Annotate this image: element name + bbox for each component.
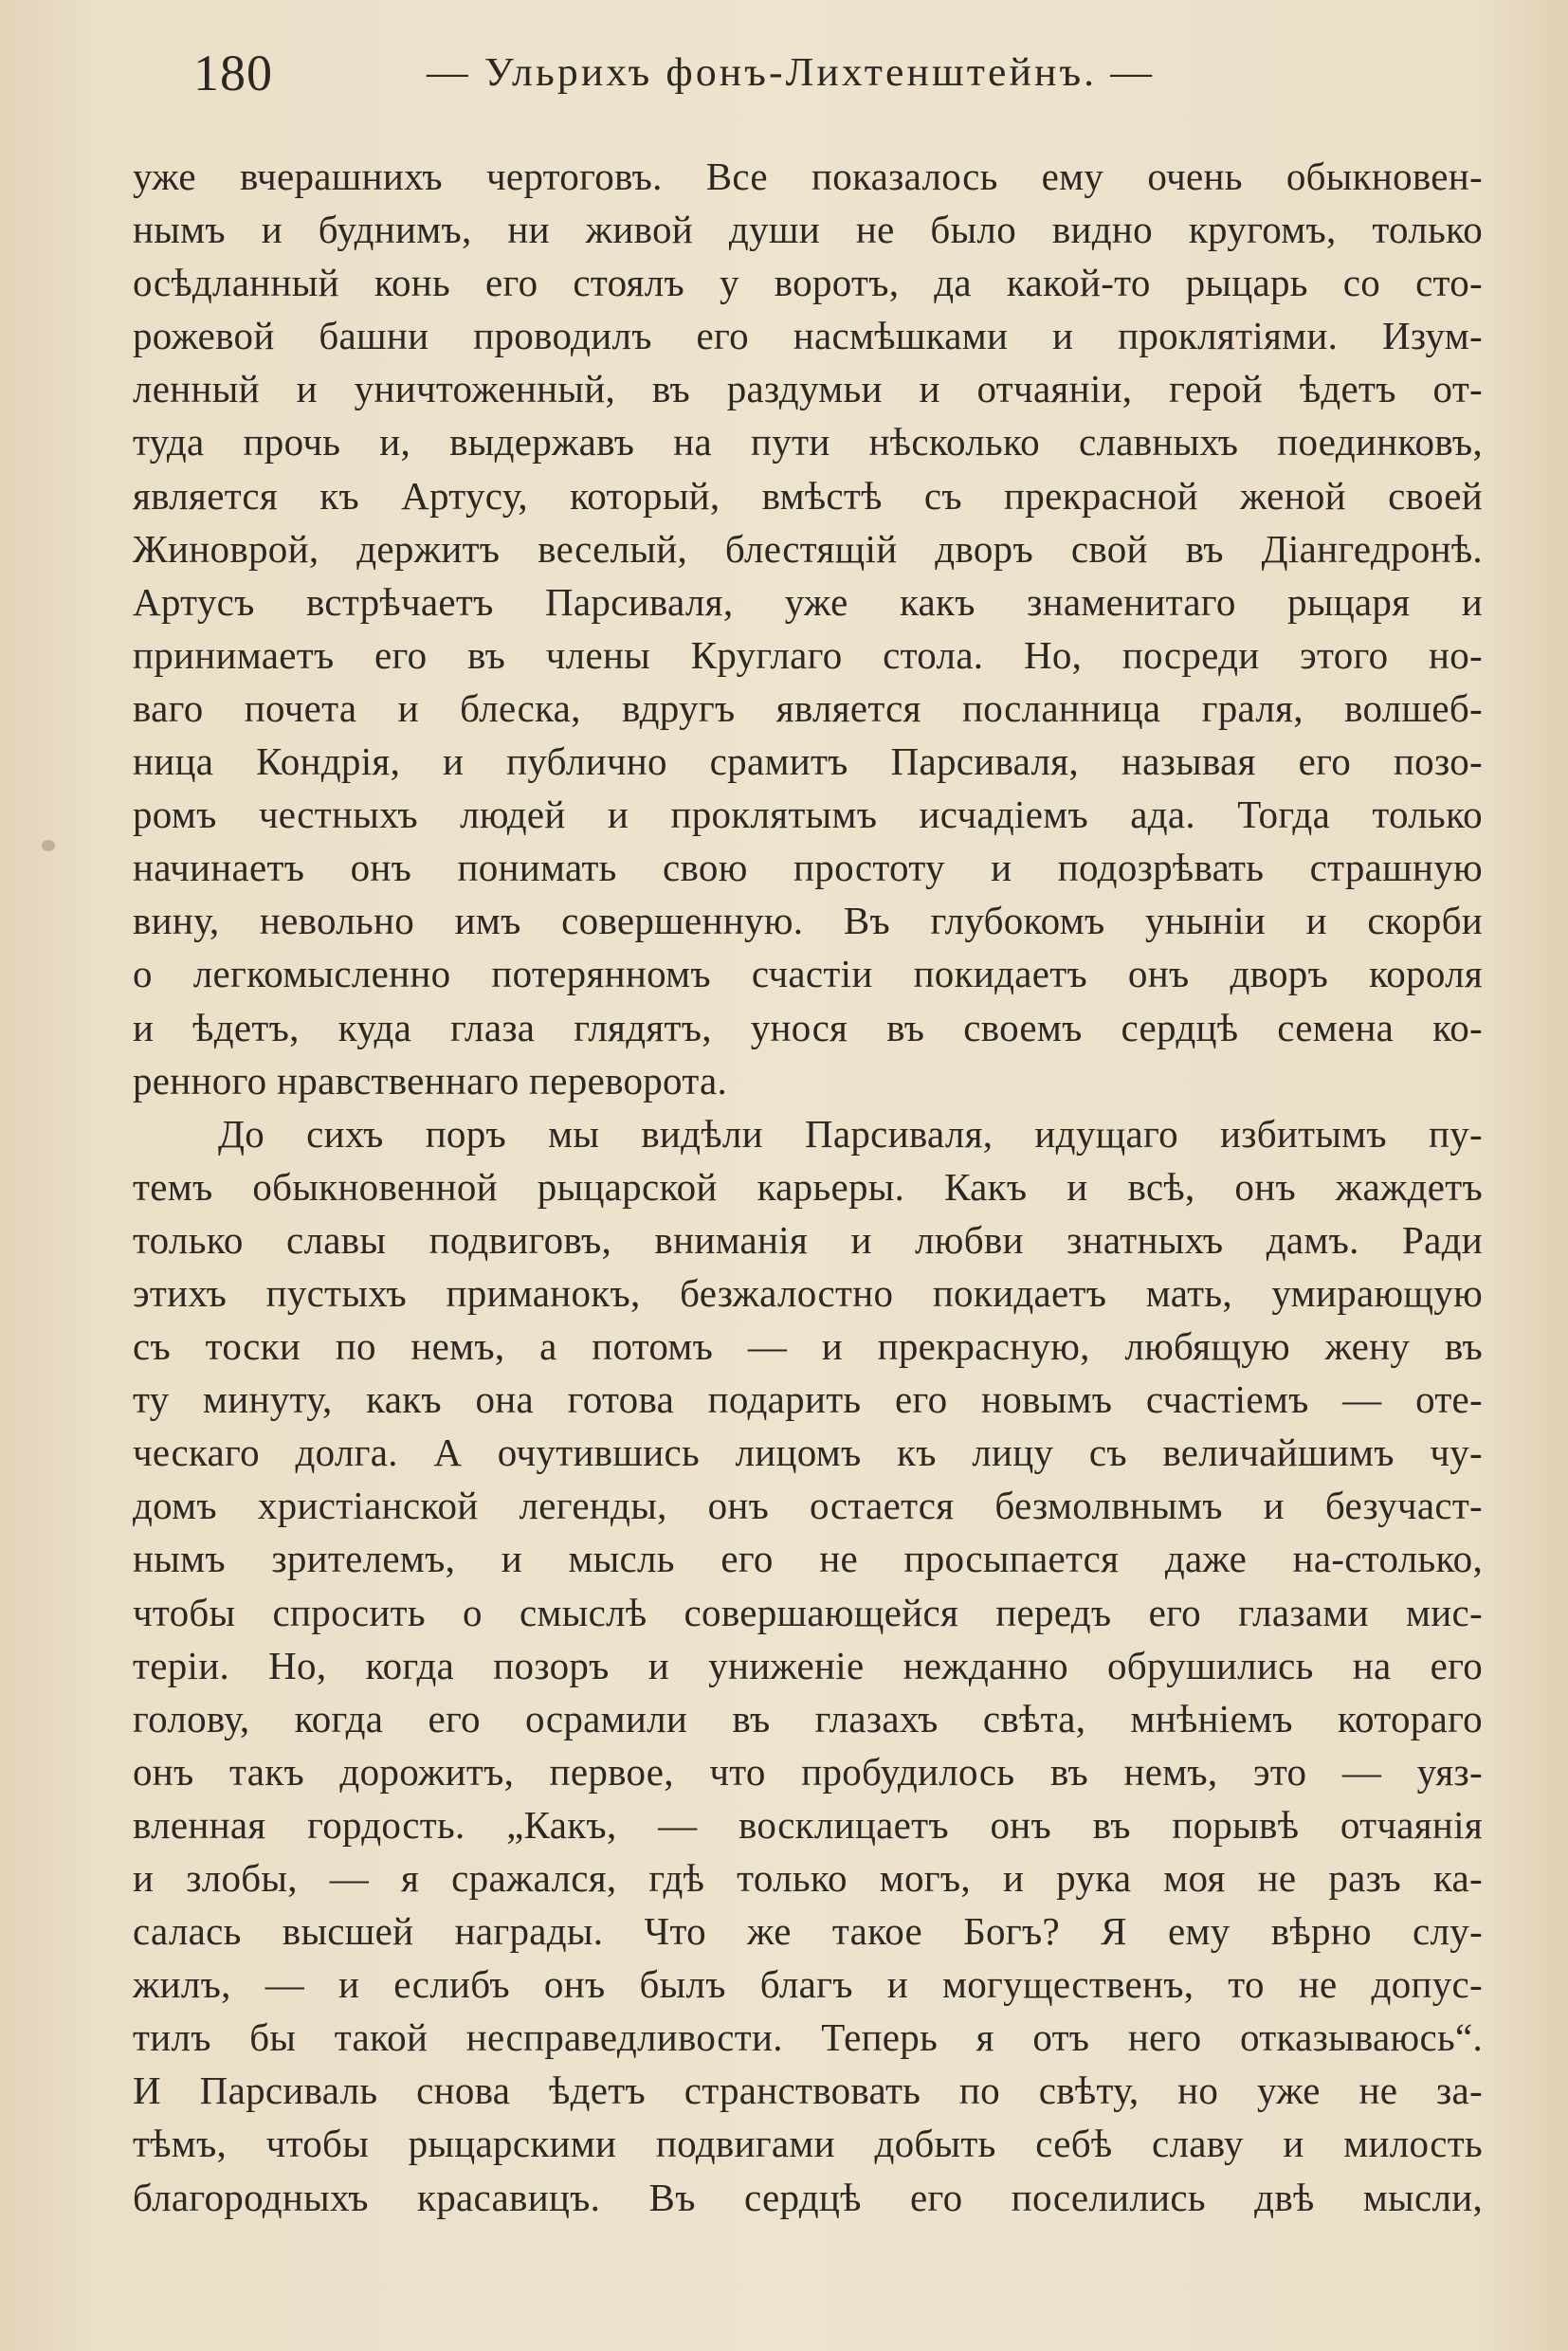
text-line: салась высшей награды. Что же такое Богъ? Я ему вѣрно слу- (133, 1909, 1483, 1954)
text-line: нымъ зрителемъ, и мысль его не просыпается даже на-столько, (133, 1537, 1483, 1581)
text-line: тилъ бы такой несправедливости. Теперь я отъ него отказываюсь“. (133, 2015, 1483, 2060)
text-line: рожевой башни проводилъ его насмѣшками и проклятіями. Изум- (133, 314, 1483, 358)
paper-stain (42, 840, 55, 851)
text-line: является къ Артусу, который, вмѣстѣ съ прекрасной женой своей (133, 473, 1483, 518)
text-line: ту минуту, какъ она готова подарить его новымъ счастіемъ — оте- (133, 1377, 1483, 1422)
text-line: начинаетъ онъ понимать свою простоту и подозрѣвать страшную (133, 846, 1483, 890)
text-line: темъ обыкновенной рыцарской карьеры. Какъ и всѣ, онъ жаждетъ (133, 1164, 1483, 1209)
text-line: И Парсиваль снова ѣдетъ странствовать по свѣту, но уже не за- (133, 2069, 1483, 2113)
text-line: и злобы, — я сражался, гдѣ только могъ, и рука моя не разъ ка- (133, 1856, 1483, 1900)
text-line: Жиноврой, держитъ веселый, блестящій дворъ свой въ Діангедронѣ. (133, 526, 1483, 571)
text-line: ренного нравственнаго переворота. (133, 1058, 728, 1103)
text-line: чтобы спросить о смыслѣ совершающейся передъ его глазами мис- (133, 1590, 1483, 1634)
text-line: жилъ, — и еслибъ онъ былъ благъ и могущественъ, то не допус- (133, 1962, 1483, 2007)
text-line: ваго почета и блеска, вдругъ является посланница граля, волшеб- (133, 685, 1483, 730)
text-line: туда прочь и, выдержавъ на пути нѣсколько славныхъ поединковъ, (133, 420, 1483, 465)
text-line: тѣмъ, чтобы рыцарскими подвигами добыть себѣ славу и милость (133, 2122, 1483, 2166)
text-line: теріи. Но, когда позоръ и униженіе нежданно обрушились на его (133, 1643, 1483, 1687)
text-line: ромъ честныхъ людей и проклятымъ исчадіемъ ада. Тогда только (133, 793, 1483, 837)
text-line: ческаго долга. А очутившись лицомъ къ лицу съ величайшимъ чу- (133, 1431, 1483, 1475)
text-line: До сихъ поръ мы видѣли Парсиваля, идущаго избитымъ пу- (218, 1111, 1483, 1156)
text-line: Артусъ встрѣчаетъ Парсиваля, уже какъ знаменитаго рыцаря и (133, 579, 1483, 624)
text-line: и ѣдетъ, куда глаза глядятъ, унося въ своемъ сердцѣ семена ко- (133, 1005, 1483, 1049)
text-line: онъ такъ дорожитъ, первое, что пробудилось въ немъ, это — уяз- (133, 1749, 1483, 1794)
page-header (193, 40, 1483, 106)
text-line: благородныхъ красавицъ. Въ сердцѣ его поселились двѣ мысли, (133, 2175, 1483, 2219)
text-line: этихъ пустыхъ приманокъ, безжалостно покидаетъ мать, умирающую (133, 1270, 1483, 1315)
text-line: только славы подвиговъ, вниманія и любви знатныхъ дамъ. Ради (133, 1217, 1483, 1262)
text-line: ница Кондрія, и публично срамитъ Парсиваля, называя его позо- (133, 739, 1483, 784)
text-line: домъ христіанской легенды, онъ остается безмолвнымъ и безучаст- (133, 1484, 1483, 1528)
text-line: вленная гордость. „Какъ, — восклицаетъ онъ въ порывѣ отчаянія (133, 1802, 1483, 1847)
text-line: принимаетъ его въ члены Круглаго стола. Но, посреди этого но- (133, 632, 1483, 677)
text-line: съ тоски по немъ, а потомъ — и прекрасную, любящую жену въ (133, 1324, 1483, 1369)
text-line: уже вчерашнихъ чертоговъ. Все показалось ему очень обыкновен- (133, 155, 1483, 198)
page-number: 180 (193, 45, 273, 101)
text-line: ленный и уничтоженный, въ раздумьи и отчаяніи, герой ѣдетъ от- (133, 367, 1483, 411)
text-line: осѣдланный конь его стоялъ у воротъ, да какой-то рыцарь со сто- (133, 261, 1483, 305)
text-line: голову, когда его осрамили въ глазахъ свѣта, мнѣніемъ котораго (133, 1696, 1483, 1740)
body-text (133, 150, 1483, 2224)
text-line: вину, невольно имъ совершенную. Въ глубокомъ уныніи и скорби (133, 899, 1483, 943)
text-line: о легкомысленно потерянномъ счастіи покидаетъ онъ дворъ короля (133, 952, 1483, 996)
text-line: нымъ и буднимъ, ни живой души не было видно кругомъ, только (133, 208, 1483, 252)
running-title: — Ульрихъ фонъ-Лихтенштейнъ. — (427, 51, 1156, 95)
